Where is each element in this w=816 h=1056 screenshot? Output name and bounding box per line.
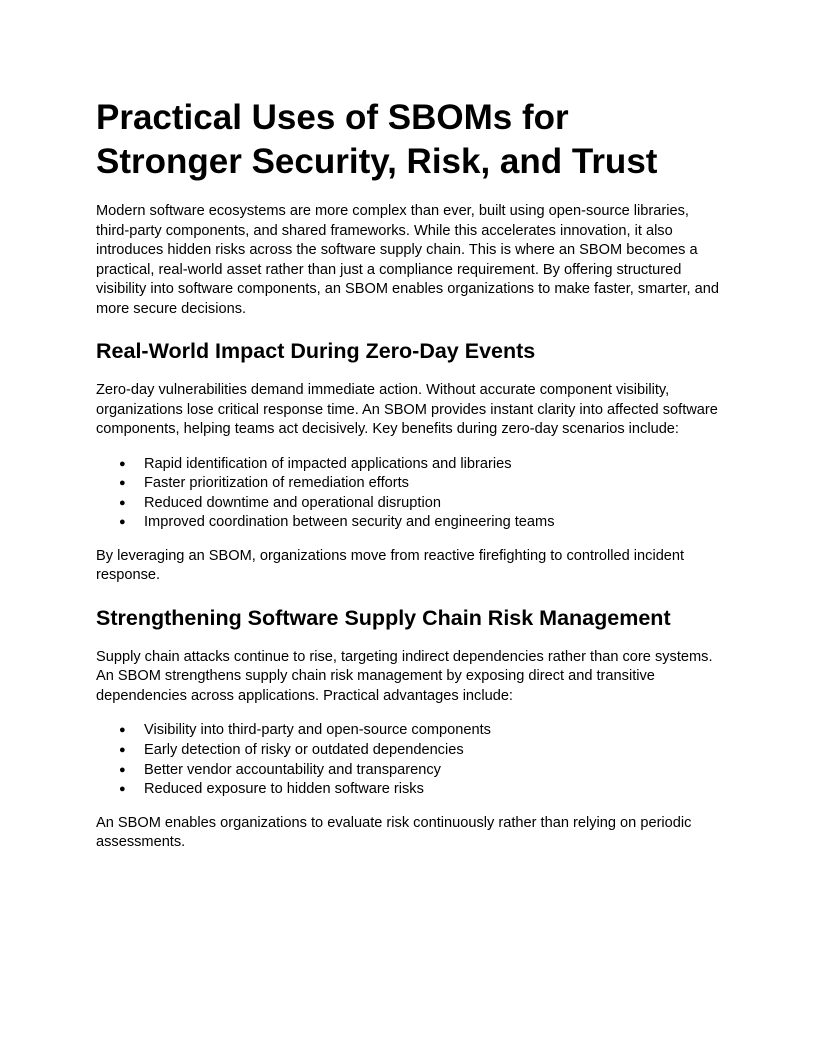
section-body: Supply chain attacks continue to rise, targeting indirect dependencies rather than core systems. An SBOM strengthens supply chain risk management by exposing direct and transitive dependencies across applications. Practical advantages include: — [96, 648, 713, 704]
section-closing: By leveraging an SBOM, organizations move from reactive firefighting to controlled incident response. — [96, 547, 685, 584]
bullet-icon: ● — [119, 763, 126, 776]
list-item: ● Early detection of risky or outdated dependencies — [96, 741, 722, 761]
list-item: ● Reduced exposure to hidden software risks — [96, 780, 722, 800]
bullet-icon: ● — [119, 477, 126, 490]
bullet-icon: ● — [119, 516, 126, 529]
bullet-icon: ● — [119, 724, 126, 737]
section-zero-day — [96, 337, 722, 586]
section-closing: An SBOM enables organizations to evaluate risk continuously rather than relying on periodic assessments. — [96, 814, 692, 851]
list-item: ● Improved coordination between security and engineering teams — [96, 513, 722, 533]
section-body: Zero-day vulnerabilities demand immediate action. Without accurate component visibility, organizations lose critical response time. An SBOM provides instant clarity into affected software components, helping teams act decisively. Key benefits during zero-day scenarios include: — [96, 382, 718, 437]
section-heading: Strengthening Software Supply Chain Risk Management — [96, 605, 671, 630]
section-supply-chain — [96, 604, 722, 853]
list-item: ● Visibility into third-party and open-source components — [96, 721, 722, 741]
section-heading: Real-World Impact During Zero-Day Events — [96, 339, 536, 363]
bullet-list — [96, 455, 722, 533]
bullet-icon: ● — [119, 743, 126, 756]
document-page — [96, 96, 722, 868]
bullet-icon: ● — [119, 496, 126, 509]
document-title: Practical Uses of SBOMs for Stronger Security, Risk, and Trust — [96, 98, 658, 181]
intro-paragraph: Modern software ecosystems are more complex than ever, built using open-source libraries, third-party components, and shared frameworks. While this accelerates innovation, it also introduces hidden risks across the software supply chain. This is where an SBOM becomes a practical, real-world asset rather than just a compliance requirement. By offering structured visibility into software components, an SBOM enables organizations to make faster, smarter, and more secure decisions. — [96, 203, 719, 317]
bullet-icon: ● — [119, 783, 126, 796]
bullet-icon: ● — [119, 457, 126, 470]
list-item: ● Faster prioritization of remediation efforts — [96, 474, 722, 494]
list-item: ● Rapid identification of impacted applications and libraries — [96, 455, 722, 475]
bullet-list — [96, 721, 722, 799]
list-item: ● Reduced downtime and operational disruption — [96, 494, 722, 514]
list-item: ● Better vendor accountability and transparency — [96, 761, 722, 781]
